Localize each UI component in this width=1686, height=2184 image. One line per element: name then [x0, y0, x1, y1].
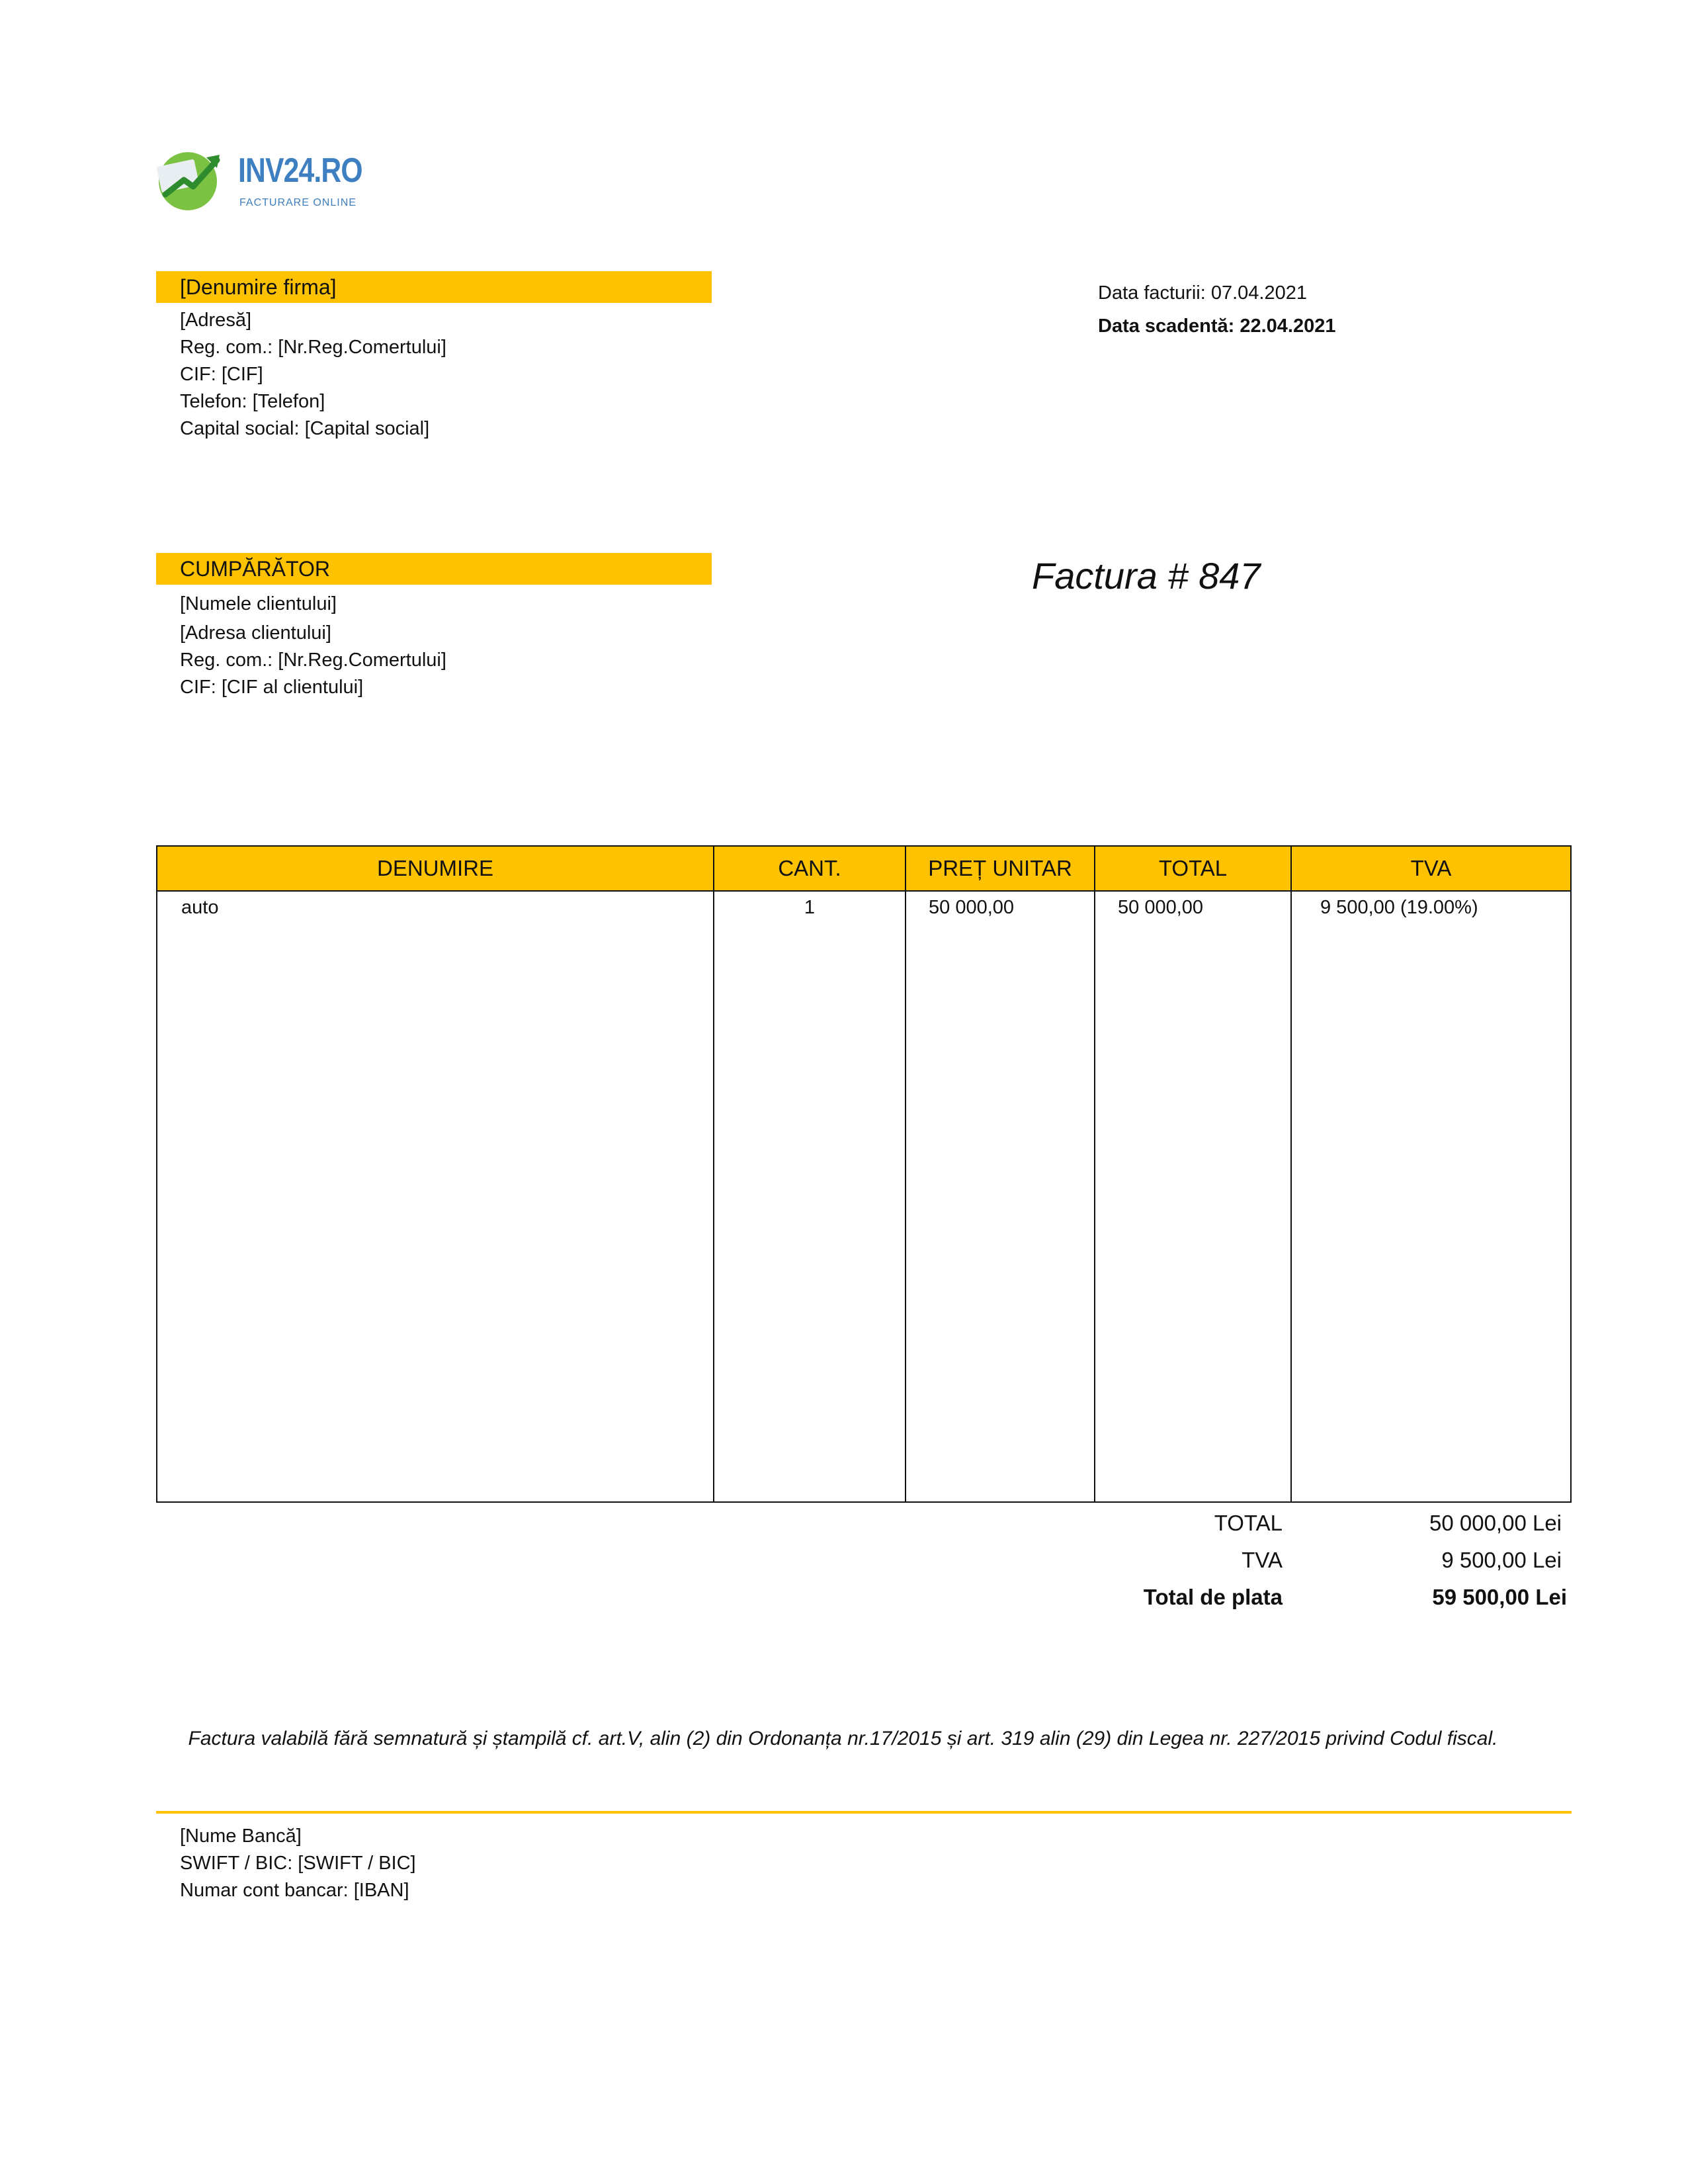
cell-total: 50 000,00: [1118, 897, 1204, 918]
header-pret-unitar: PREȚ UNITAR: [928, 856, 1072, 880]
column-divider: [713, 847, 714, 1501]
legal-note: Factura valabilă fără semnatură și ștampilă cf. art.V, alin (2) din Ordonanța nr.17/2015 și art. 319 alin (29) din Legea nr. 227/2015 privind Codul fiscal.: [188, 1728, 1498, 1749]
cell-denumire: auto: [181, 897, 219, 918]
footer-divider: [156, 1811, 1572, 1814]
brand-tagline: FACTURARE ONLINE: [239, 197, 357, 208]
column-divider: [1290, 847, 1292, 1501]
bank-iban: Numar cont bancar: [IBAN]: [180, 1880, 409, 1901]
tva-value: 9 500,00 Lei: [1441, 1548, 1562, 1572]
seller-cif: CIF: [CIF]: [180, 364, 263, 385]
cell-cant: 1: [804, 897, 816, 918]
cell-tva: 9 500,00 (19.00%): [1320, 897, 1478, 918]
bank-name: [Nume Bancă]: [180, 1826, 302, 1847]
total-value: 50 000,00 Lei: [1429, 1511, 1562, 1535]
seller-address: [Adresă]: [180, 310, 251, 331]
buyer-address: [Adresa clientului]: [180, 622, 331, 644]
seller-heading-bar: [156, 271, 712, 303]
column-divider: [1094, 847, 1095, 1501]
seller-capital: Capital social: [Capital social]: [180, 418, 430, 439]
cell-pret-unitar: 50 000,00: [929, 897, 1015, 918]
invoice-date: Data facturii: 07.04.2021: [1098, 282, 1307, 304]
totals-block: [0, 1501, 1686, 1620]
growth-arrow-icon: [153, 146, 226, 212]
column-divider: [905, 847, 906, 1501]
items-table: [156, 845, 1572, 1503]
due-date: Data scadentă: 22.04.2021: [1098, 315, 1336, 337]
buyer-details: [180, 589, 446, 701]
buyer-name: [Numele clientului]: [180, 593, 337, 614]
buyer-reg-com: Reg. com.: [Nr.Reg.Comertului]: [180, 650, 446, 671]
bank-swift: SWIFT / BIC: [SWIFT / BIC]: [180, 1853, 416, 1874]
grand-total-value: 59 500,00 Lei: [1432, 1585, 1567, 1609]
seller-phone: Telefon: [Telefon]: [180, 391, 325, 412]
invoice-dates: [1098, 276, 1336, 343]
total-label: TOTAL: [1214, 1511, 1283, 1535]
header-total: TOTAL: [1158, 856, 1228, 880]
buyer-heading: CUMPĂRĂTOR: [180, 557, 330, 581]
invoice-title: Factura # 847: [1032, 555, 1261, 597]
brand-name: INV24.RO: [238, 151, 362, 190]
seller-reg-com: Reg. com.: [Nr.Reg.Comertului]: [180, 337, 446, 358]
seller-heading: [Denumire firma]: [180, 275, 337, 299]
header-tva: TVA: [1410, 856, 1452, 880]
bank-details: [180, 1823, 416, 1904]
brand-logo: [153, 143, 378, 216]
seller-details: [180, 307, 446, 442]
header-cant: CANT.: [778, 856, 841, 880]
header-denumire: DENUMIRE: [376, 856, 493, 880]
grand-total-label: Total de plata: [1143, 1585, 1283, 1609]
buyer-heading-bar: [156, 553, 712, 585]
tva-label: TVA: [1242, 1548, 1283, 1572]
buyer-cif: CIF: [CIF al clientului]: [180, 677, 364, 698]
